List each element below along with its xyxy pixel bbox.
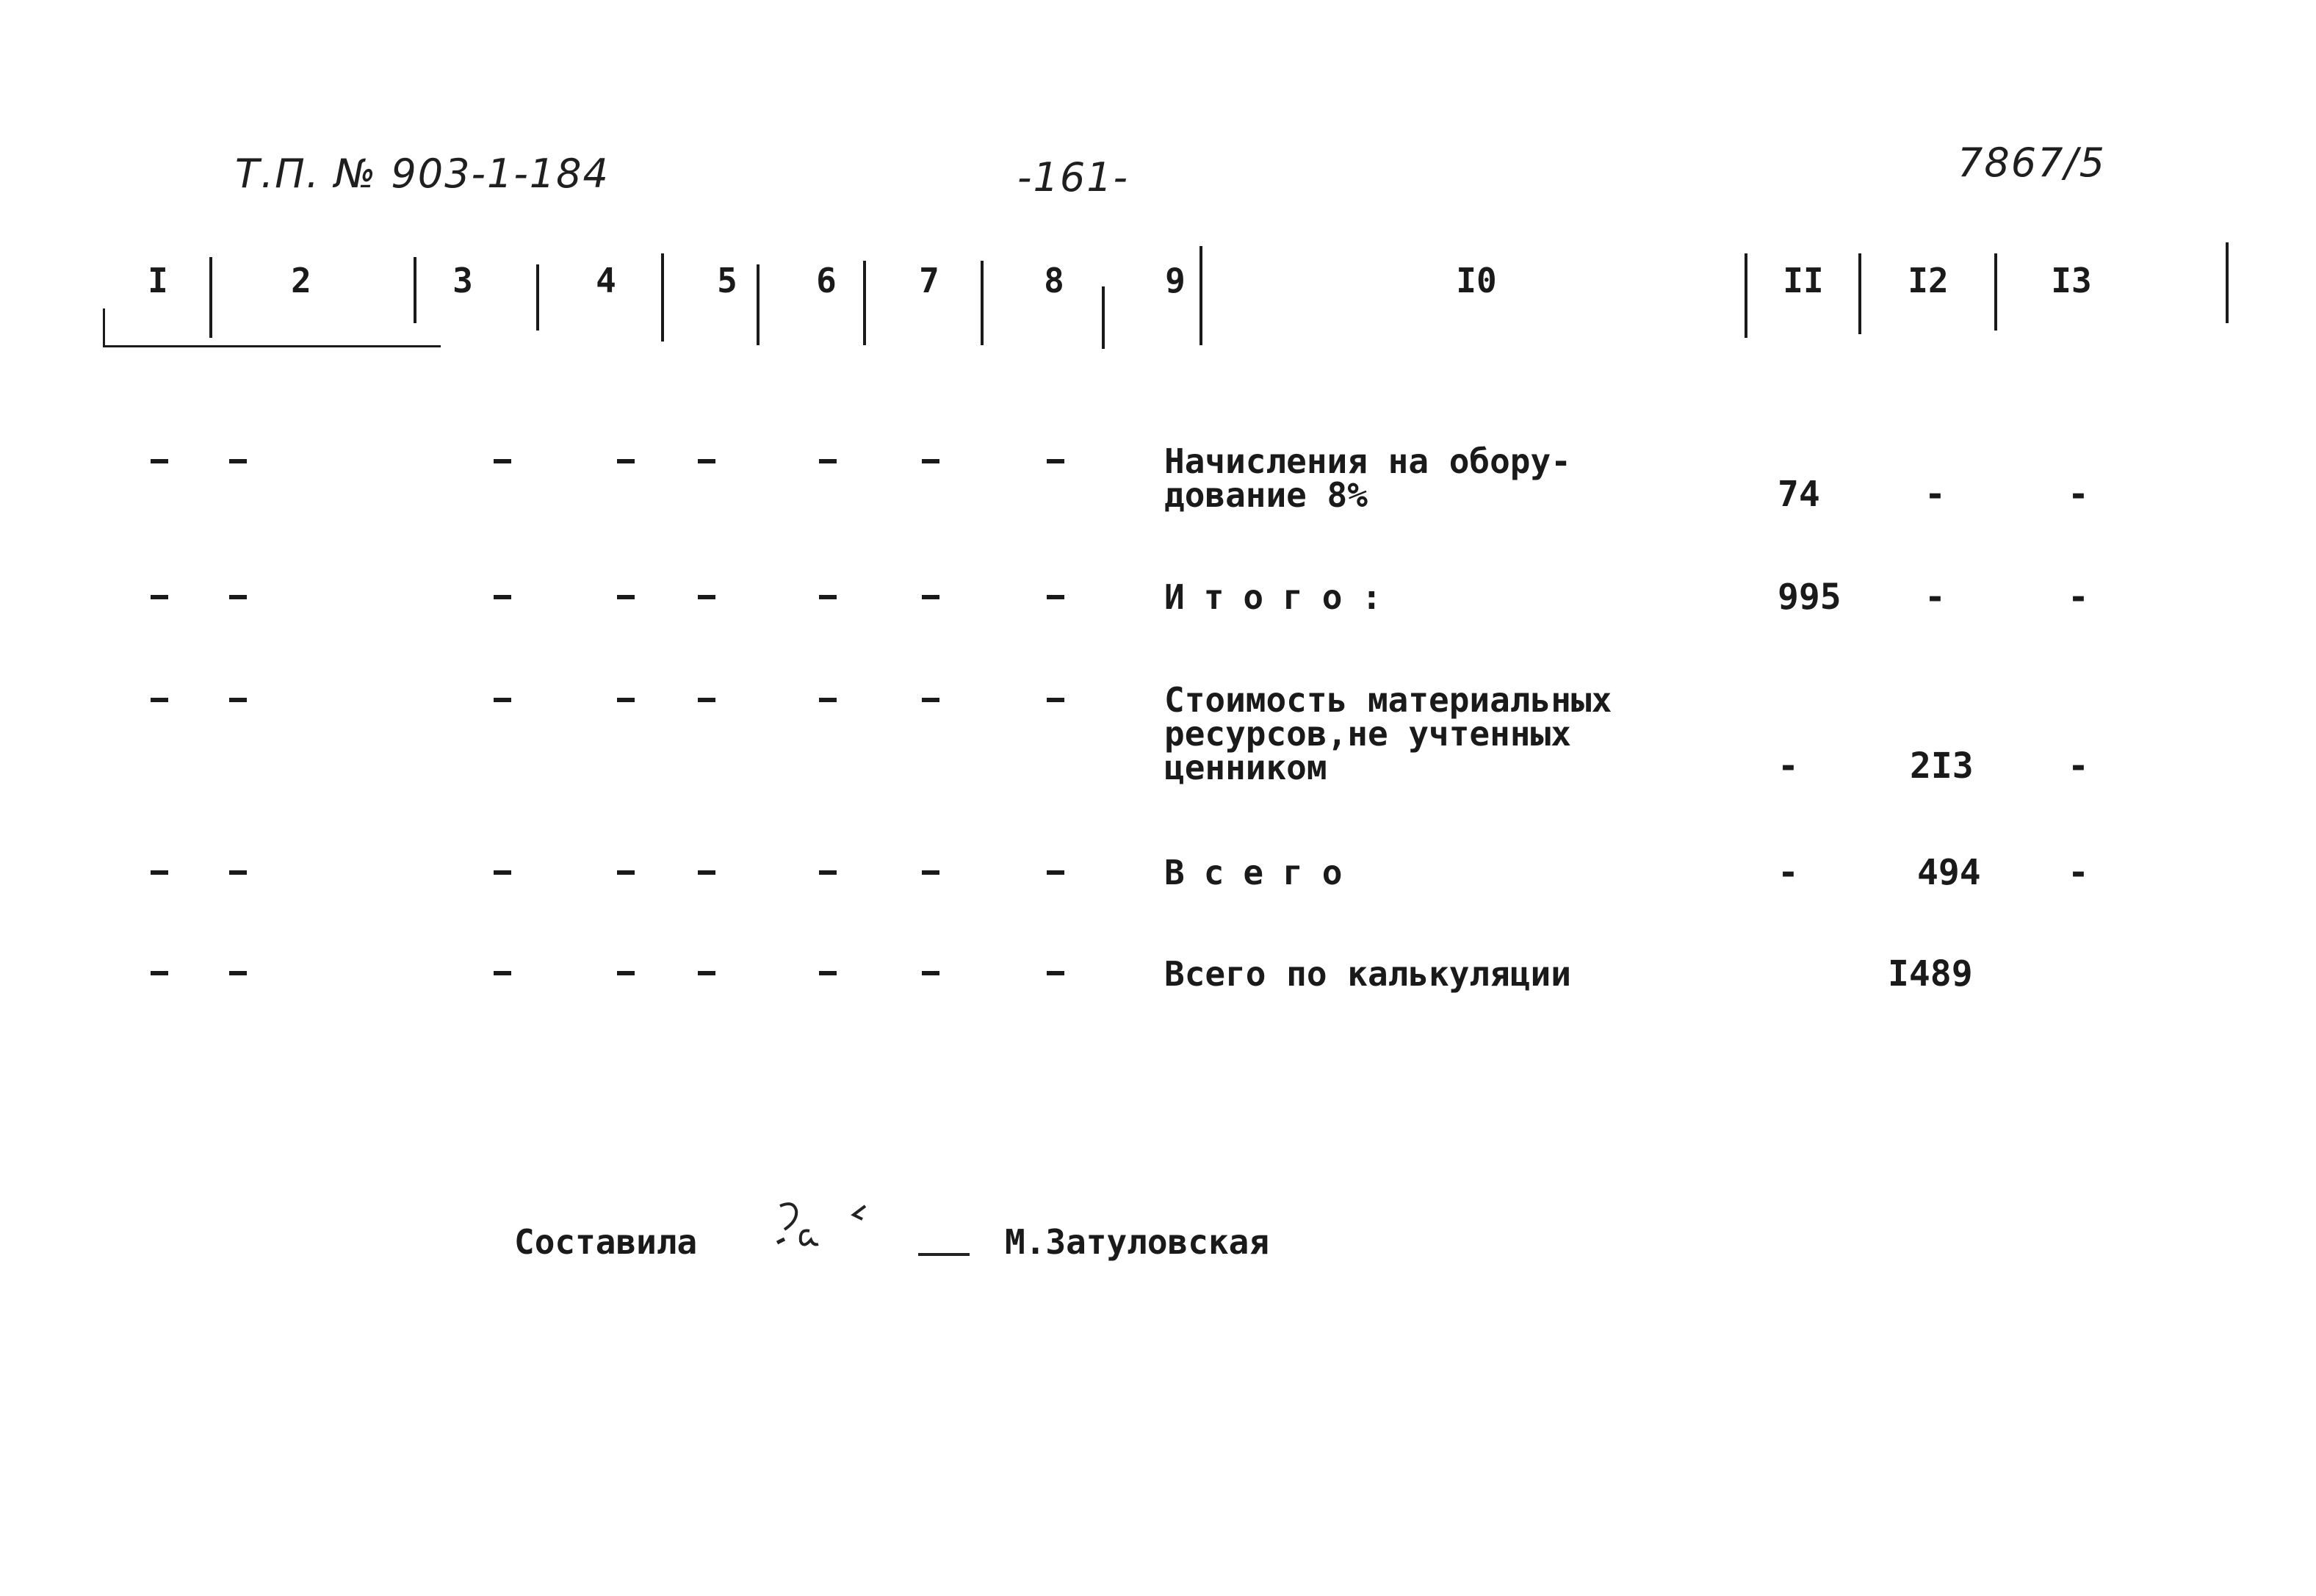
col-13-value: - <box>2068 745 2089 787</box>
dash-cell <box>617 971 635 975</box>
dash-cell <box>617 459 635 463</box>
dash-cell <box>819 698 837 702</box>
page-number: -161- <box>1017 154 1130 201</box>
dash-cell <box>1047 459 1064 463</box>
col-header-6: 6 <box>816 261 837 300</box>
dash-cell <box>617 870 635 875</box>
col-header-12: I2 <box>1908 261 1949 300</box>
dash-cell <box>698 971 715 975</box>
sheet-code: 7867/5 <box>1958 140 2106 186</box>
col-header-7: 7 <box>919 261 939 300</box>
dash-cell <box>698 459 715 463</box>
dash-cell <box>922 870 939 875</box>
col-header-2: 2 <box>291 261 311 300</box>
grand-total-value: I489 <box>1888 953 1973 994</box>
row-description: Всего <box>1164 853 1362 892</box>
col-header-10: I0 <box>1456 261 1497 300</box>
col-header-5: 5 <box>717 261 737 300</box>
col-12-value: - <box>1924 577 1946 618</box>
dash-cell <box>494 971 511 975</box>
dash-cell <box>229 870 247 875</box>
dash-cell <box>494 870 511 875</box>
dash-cell <box>819 459 837 463</box>
dash-cell <box>922 698 939 702</box>
col-11-value: - <box>1778 745 1799 787</box>
col-11-value: - <box>1778 852 1799 893</box>
doc-number: Т.П. № 903-1-184 <box>235 151 610 197</box>
dash-cell <box>151 870 168 875</box>
dash-cell <box>494 459 511 463</box>
dash-cell <box>494 595 511 599</box>
dash-cell <box>1047 698 1064 702</box>
col-12-value: 494 <box>1917 852 1981 893</box>
col-header-1: I <box>148 261 168 300</box>
col-header-3: 3 <box>452 261 473 300</box>
col-13-value: - <box>2068 577 2089 618</box>
col-11-value: 74 <box>1778 474 1820 515</box>
col-header-9: 9 <box>1165 261 1186 300</box>
compiled-by-label: Составила <box>514 1222 698 1262</box>
dash-cell <box>819 870 837 875</box>
dash-cell <box>1047 971 1064 975</box>
dash-cell <box>1047 595 1064 599</box>
dash-cell <box>922 459 939 463</box>
col-header-11: II <box>1783 261 1824 300</box>
col-12-value: 2I3 <box>1910 745 1974 787</box>
dash-cell <box>151 459 168 463</box>
col-header-13: I3 <box>2051 261 2092 300</box>
row-description: Стоимость материальных ресурсов,не учтенных ценником <box>1164 680 1612 787</box>
col-11-value: 995 <box>1778 577 1841 618</box>
col-13-value: - <box>2068 852 2089 893</box>
dash-cell <box>229 459 247 463</box>
compiler-name: М.Затуловская <box>1005 1222 1270 1262</box>
dash-cell <box>617 698 635 702</box>
dash-cell <box>229 971 247 975</box>
dash-cell <box>1047 870 1064 875</box>
dash-cell <box>698 595 715 599</box>
row-description: Всего по калькуляции <box>1164 954 1571 994</box>
dash-cell <box>151 595 168 599</box>
dash-cell <box>922 595 939 599</box>
dash-cell <box>922 971 939 975</box>
dash-cell <box>819 971 837 975</box>
dash-cell <box>698 698 715 702</box>
col-12-value: - <box>1924 474 1946 515</box>
signature-mark <box>771 1197 984 1278</box>
dash-cell <box>151 971 168 975</box>
row-description: Начисления на обору- дование 8% <box>1164 441 1571 515</box>
dash-cell <box>617 595 635 599</box>
dash-cell <box>229 595 247 599</box>
row-description: Итого: <box>1164 577 1401 617</box>
dash-cell <box>698 870 715 875</box>
col-header-4: 4 <box>596 261 616 300</box>
dash-cell <box>494 698 511 702</box>
dash-cell <box>151 698 168 702</box>
col-header-8: 8 <box>1044 261 1064 300</box>
col-13-value: - <box>2068 474 2089 515</box>
dash-cell <box>229 698 247 702</box>
signature <box>771 1197 984 1278</box>
dash-cell <box>819 595 837 599</box>
